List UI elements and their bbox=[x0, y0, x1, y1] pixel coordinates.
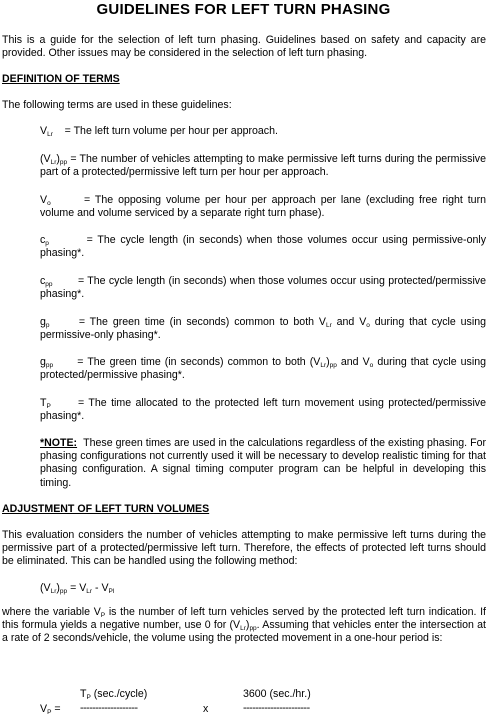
formula-fraction-bar-2: ---------------------- bbox=[243, 702, 310, 714]
formula-lhs: $V_P$ = bbox=[40, 703, 61, 716]
term-symbol: $(V_{Lr})_{pp}$ bbox=[40, 153, 68, 166]
adjustment-paragraph: This evaluation considers the number of vehicles attempting to make permissive left turns during the permissive part of a protected/permissive left turn. Therefore, the effects of protected left turns should be eliminated. This can be handled using the following method: bbox=[2, 529, 486, 568]
page-title: GUIDELINES FOR LEFT TURN PHASING bbox=[96, 1, 391, 18]
timing-note bbox=[40, 437, 486, 490]
term-definition: = The number of vehicles attempting to make permissive left turns during the permissive part of a protected/permissive left turn per hour per approach. bbox=[40, 153, 486, 179]
formula-numerator-hour: 3600 (sec./hr.) bbox=[243, 688, 311, 700]
protected-volume-paragraph: where the variable $V_P$ is the number of left turn vehicles served by the protected left turn indication. If this formula yields a negative number, use 0 for $(V_{Lr})_{pp}$. Assuming that vehicles enter the intersection at a rate of 2 seconds/vehicle, the volume using the protected movement in a one-hour period is: bbox=[2, 606, 486, 645]
note-label: *NOTE: bbox=[40, 437, 78, 449]
term-symbol: $V_o$ bbox=[40, 194, 51, 207]
term-definition: = The green time (in seconds) common to both $V_{Lr}$ and $V_o$ during that cycle using permissive-only phasing*. bbox=[40, 316, 486, 342]
term-left-turn-volume bbox=[40, 125, 486, 138]
intro-paragraph: This is a guide for the selection of left turn phasing. Guidelines based on safety and capacity are provided. Other issues may be considered in the selection of left turn phasing. bbox=[2, 34, 486, 60]
term-cycle-length-permissive bbox=[40, 234, 486, 260]
term-permissive-left-turn-volume bbox=[40, 153, 486, 179]
term-definition: = The cycle length (in seconds) when those volumes occur using permissive-only phasing*. bbox=[40, 234, 487, 260]
term-definition: = The time allocated to the protected left turn movement using protected/permissive phasing*. bbox=[40, 397, 486, 423]
term-symbol: $g_p$ bbox=[40, 316, 50, 329]
term-green-time-protected-permissive bbox=[40, 356, 486, 382]
formula-times-sign: x bbox=[203, 703, 209, 715]
note-text: These green times are used in the calculations regardless of the existing phasing. For phasing configurations not currently used it will be necessary to develop realistic timing for that phasing configuration. A signal timing computer program can be helpful in developing this timing. bbox=[40, 437, 486, 489]
term-definition: = The green time (in seconds) common to both $(V_{Lr})_{pp}$ and $V_o$ during that cycle using protected/permissive phasing*. bbox=[40, 356, 486, 382]
formula-fraction-bar-1: ------------------- bbox=[80, 702, 138, 714]
term-green-time-permissive bbox=[40, 316, 486, 342]
term-symbol: $c_{pp}$ bbox=[40, 275, 53, 288]
term-opposing-volume bbox=[40, 194, 486, 220]
volume-adjustment-equation: $(V_{Lr})_{pp} = V_{Lr} - V_{Pl}$ bbox=[40, 582, 115, 595]
term-definition: = The opposing volume per hour per approach per lane (excluding free right turn volume and volume serviced by a separate right turn phase). bbox=[40, 194, 486, 220]
term-definition: = The cycle length (in seconds) when those volumes occur using protected/permissive phasing*. bbox=[40, 275, 486, 301]
term-cycle-length-protected-permissive bbox=[40, 275, 486, 301]
definitions-lead: The following terms are used in these guidelines: bbox=[2, 99, 232, 111]
formula-numerator-cycle: $T_P$ (sec./cycle) bbox=[80, 688, 148, 701]
term-symbol: $c_p$ bbox=[40, 234, 49, 247]
term-symbol: $T_P$ bbox=[40, 397, 51, 410]
term-symbol: $V_{Lr}$ bbox=[40, 125, 53, 138]
term-symbol: $g_{pp}$ bbox=[40, 356, 54, 369]
definitions-heading: DEFINITION OF TERMS bbox=[2, 73, 120, 85]
adjustment-heading: ADJUSTMENT OF LEFT TURN VOLUMES bbox=[2, 503, 210, 515]
term-definition: = The left turn volume per hour per approach. bbox=[64, 125, 278, 137]
term-protected-time bbox=[40, 397, 486, 423]
